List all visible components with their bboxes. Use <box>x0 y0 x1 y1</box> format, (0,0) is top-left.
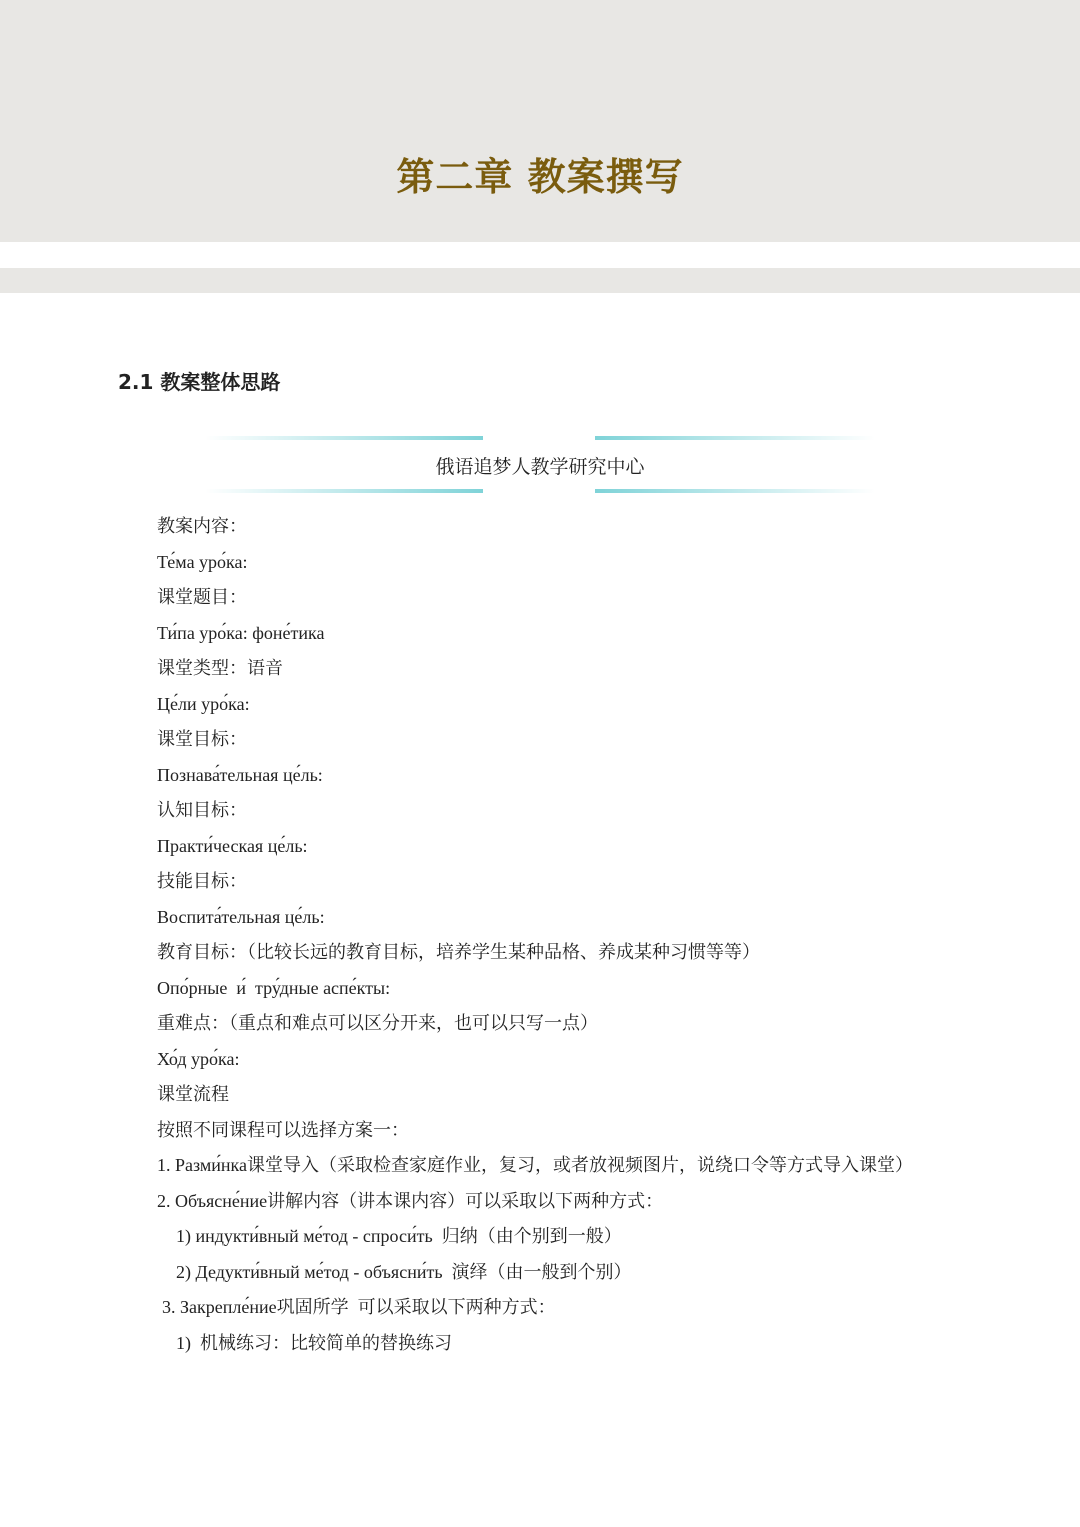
body-line: Воспита́тельная це́ль: <box>157 906 325 927</box>
body-line: 3. Закрепле́ние巩固所学 可以采取以下两种方式： <box>162 1297 556 1317</box>
body-line: 重难点：（重点和难点可以区分开来，也可以只写一点） <box>157 1013 598 1033</box>
banner-line-top-left <box>205 436 483 440</box>
chapter-title: 第二章 教案撰写 <box>396 155 684 199</box>
chapter-header-band <box>0 0 1080 242</box>
header-divider-band <box>0 268 1080 293</box>
body-line: 课堂目标： <box>157 729 247 749</box>
body-line: 按照不同课程可以选择方案一： <box>157 1119 409 1140</box>
section-heading: 2.1 教案整体思路 <box>118 370 281 394</box>
banner-line-top-right <box>595 436 875 440</box>
lesson-plan-body <box>157 512 913 1364</box>
body-line: Хо́д уро́ка: <box>157 1048 240 1069</box>
body-line: 认知目标： <box>157 800 247 820</box>
body-line: 教案内容： <box>157 516 247 536</box>
body-line: 1. Разми́нка课堂导入（采取检查家庭作业，复习，或者放视频图片，说绕口令等方式导入课堂） <box>157 1155 913 1175</box>
body-line: Опо́рные и́ тру́дные аспе́кты: <box>157 977 391 998</box>
body-line: Це́ли уро́ка: <box>157 693 250 714</box>
body-line: Познава́тельная це́ль: <box>157 764 323 785</box>
body-line: 2) Дедукти́вный ме́тод - объясни́ть 演绎（由一般到个别） <box>176 1261 632 1282</box>
body-line: 技能目标： <box>157 871 247 891</box>
body-line: Практи́ческая це́ль: <box>157 835 308 856</box>
body-line: 1) индукти́вный ме́тод - спроси́ть 归纳（由个别到一般） <box>176 1226 622 1246</box>
banner-line-bottom-left <box>205 489 483 493</box>
body-line: 课堂类型：语音 <box>157 658 283 678</box>
body-line: 课堂题目： <box>157 587 247 607</box>
body-line: Те́ма уро́ка: <box>157 551 248 572</box>
body-line: Ти́па уро́ка: фоне́тика <box>157 622 325 643</box>
banner-line-bottom-right <box>595 489 875 493</box>
body-line: 教育目标：（比较长远的教育目标，培养学生某种品格、养成某种习惯等等） <box>157 942 760 962</box>
banner-title: 俄语追梦人教学研究中心 <box>435 456 645 478</box>
body-line: 1) 机械练习：比较简单的替换练习 <box>176 1332 452 1353</box>
body-line: 课堂流程 <box>157 1084 229 1104</box>
body-line: 2. Объясне́ние讲解内容（讲本课内容）可以采取以下两种方式： <box>157 1190 664 1211</box>
